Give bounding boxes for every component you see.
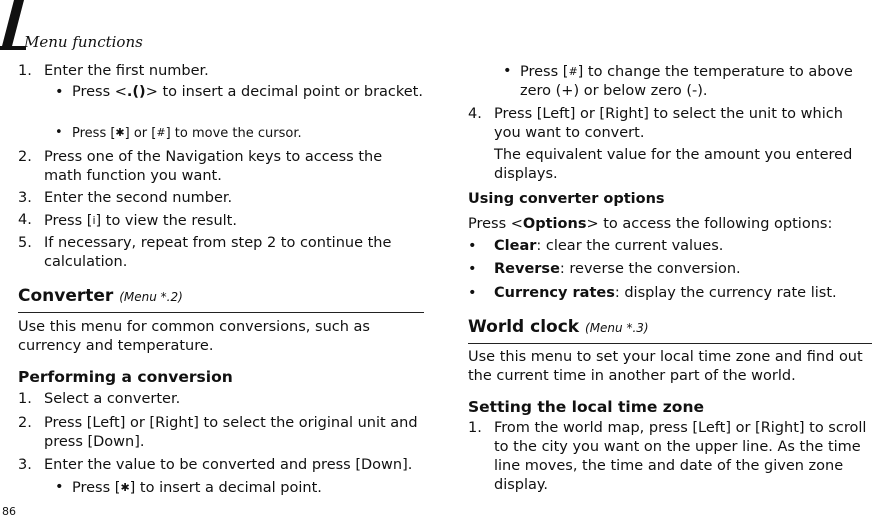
list-item: 1. Enter the first number. — [18, 63, 209, 79]
paragraph: Use this menu to set your local time zone and find out the current time in another part of the world. — [468, 349, 863, 384]
list-item: 1. From the world map, press [Left] or [Right] to scroll to the city you want on the upper line. As the time line moves, the time and date of the given zone display. — [468, 420, 867, 493]
list-item: • Press [✱] to insert a decimal point. — [55, 479, 322, 496]
bullet-icon: • — [55, 125, 63, 140]
list-item: 3. Enter the value to be converted and press [Down]. — [18, 457, 413, 473]
list-item: • Press [✱] or [#] to move the cursor. — [55, 125, 302, 141]
bullet-icon: • — [468, 261, 477, 277]
subheading: Performing a conversion — [18, 368, 233, 386]
list-item: • Clear: clear the current values. — [468, 238, 724, 254]
list-item: 2. Press one of the Navigation keys to access the math function you want. — [18, 149, 383, 184]
list-item: • Press [#] to change the temperature to above zero (+) or below zero (-). — [503, 63, 853, 99]
bullet-icon: • — [468, 285, 477, 301]
list-item: 2. Press [Left] or [Right] to select the original unit and press [Down]. — [18, 415, 418, 450]
list-item: 4. Press [i] to view the result. — [18, 212, 237, 229]
star-key-icon: ✱ — [115, 126, 125, 139]
list-item: • Press <.()> to insert a decimal point or bracket. — [55, 84, 423, 100]
page-number: 86 — [2, 505, 16, 518]
hash-key-icon: # — [156, 126, 166, 139]
section-heading-converter: Converter (Menu *.2) — [18, 286, 183, 306]
ok-key-icon: i — [92, 214, 96, 227]
bullet-icon: • — [468, 238, 477, 254]
list-item: 4. Press [Left] or [Right] to select the unit to which you want to convert. — [468, 106, 843, 141]
bullet-icon: • — [55, 479, 64, 495]
section-heading-world-clock: World clock (Menu *.3) — [468, 317, 649, 337]
list-item: 3. Enter the second number. — [18, 190, 233, 206]
paragraph: Press <Options> to access the following options: — [468, 216, 833, 232]
section-divider — [468, 343, 872, 344]
paragraph: Use this menu for common conversions, such as currency and temperature. — [18, 319, 370, 354]
list-item: • Reverse: reverse the conversion. — [468, 261, 741, 277]
star-key-icon: ✱ — [120, 481, 130, 494]
list-item: 5. If necessary, repeat from step 2 to continue the calculation. — [18, 235, 392, 270]
list-item: • Currency rates: display the currency rate list. — [468, 285, 837, 301]
paragraph: The equivalent value for the amount you entered displays. — [494, 147, 853, 182]
hash-key-icon: # — [568, 65, 578, 78]
section-divider — [18, 312, 424, 313]
header-bar-graphic — [0, 0, 26, 50]
list-item: 1. Select a converter. — [18, 391, 181, 407]
subheading: Using converter options — [468, 191, 665, 207]
bullet-icon: • — [503, 63, 512, 79]
subheading: Setting the local time zone — [468, 398, 705, 416]
header-title: Menu functions — [24, 33, 143, 51]
bullet-icon: • — [55, 84, 64, 100]
